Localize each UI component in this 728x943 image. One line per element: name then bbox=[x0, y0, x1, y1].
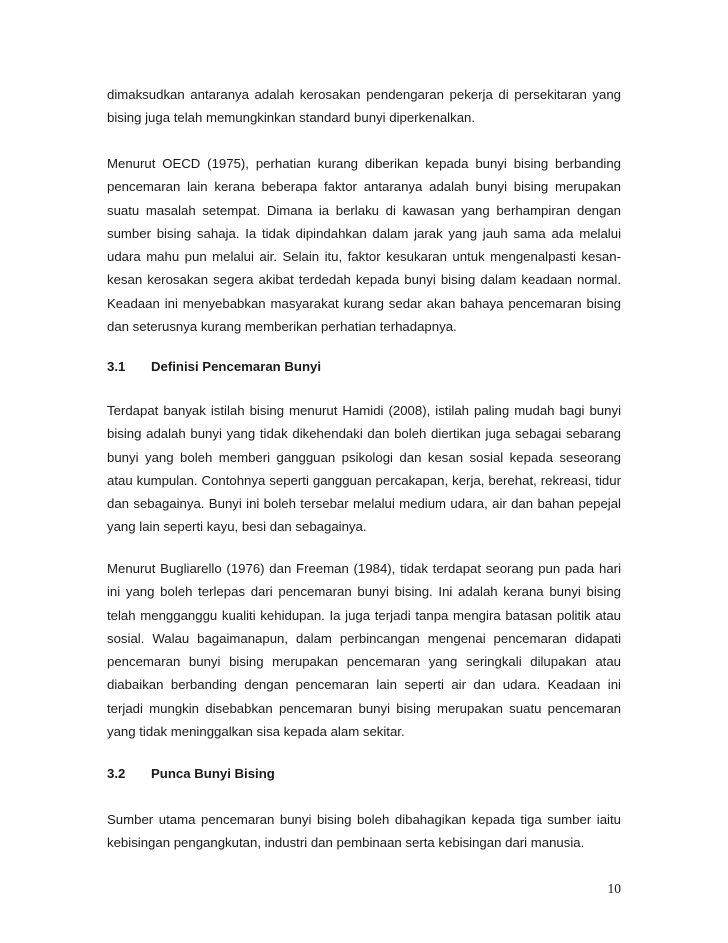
paragraph-sumber: Sumber utama pencemaran bunyi bising boleh dibahagikan kepada tiga sumber iaitu kebisingan pengangkutan, industri dan pembinaan serta kebisingan dari manusia. bbox=[107, 812, 621, 851]
page-number: 10 bbox=[607, 881, 621, 896]
section-title: Punca Bunyi Bising bbox=[151, 766, 275, 781]
section-heading-3-1 bbox=[107, 355, 621, 378]
paragraph-bugliarello: Menurut Bugliarello (1976) dan Freeman (1984), tidak terdapat seorang pun pada hari ini yang boleh terlepas dari pencemaran bunyi bising. Ini adalah kerana bunyi bising telah mengganggu kualiti kehidupan. Ia juga terjadi tanpa mengira batasan politik atau sosial. Walau bagaimanapun, dalam perbincangan mengenai pencemaran didapati pencemaran bunyi bising merupakan pencemaran yang seringkali dilupakan atau diabaikan berbanding dengan pencemaran lain seperti air dan udara. Keadaan ini terjadi mungkin disebabkan pencemaran bunyi bising merupakan suatu pencemaran yang tidak meninggalkan sisa kepada alam sekitar. bbox=[107, 561, 621, 740]
paragraph-hamidi: Terdapat banyak istilah bising menurut Hamidi (2008), istilah paling mudah bagi bunyi bising adalah bunyi yang tidak dikehendaki dan boleh diertikan juga sebagai sebarang bunyi yang boleh memberi gangguan psikologi dan kesan sosial kepada seseorang atau kumpulan. Contohnya seperti gangguan percakapan, kerja, berehat, rekreasi, tidur dan sebagainya. Bunyi ini boleh tersebar melalui medium udara, air dan bahan pepejal yang lain seperti kayu, besi dan sebagainya. bbox=[107, 403, 621, 535]
paragraph-continuation: dimaksudkan antaranya adalah kerosakan pendengaran pekerja di persekitaran yang bising juga telah memungkinkan standard bunyi diperkenalkan. bbox=[107, 87, 621, 126]
section-title: Definisi Pencemaran Bunyi bbox=[151, 359, 322, 374]
section-number: 3.2 bbox=[107, 766, 126, 781]
section-number: 3.1 bbox=[107, 359, 126, 374]
paragraph-oecd: Menurut OECD (1975), perhatian kurang diberikan kepada bunyi bising berbanding pencemaran lain kerana beberapa faktor antaranya adalah bunyi bising merupakan suatu masalah setempat. Dimana ia berlaku di kawasan yang berhampiran dengan sumber bising sahaja. Ia tidak dipindahkan dalam jarak yang jauh sama ada melalui udara mahu pun melalui air. Selain itu, faktor kesukaran untuk mengenalpasti kesan-kesan kerosakan segera akibat terdedah kepada bunyi bising dalam keadaan normal. Keadaan ini menyebabkan masyarakat kurang sedar akan bahaya pencemaran bising dan seterusnya kurang memberikan perhatian terhadapnya. bbox=[107, 156, 621, 335]
section-heading-3-2 bbox=[107, 762, 621, 785]
